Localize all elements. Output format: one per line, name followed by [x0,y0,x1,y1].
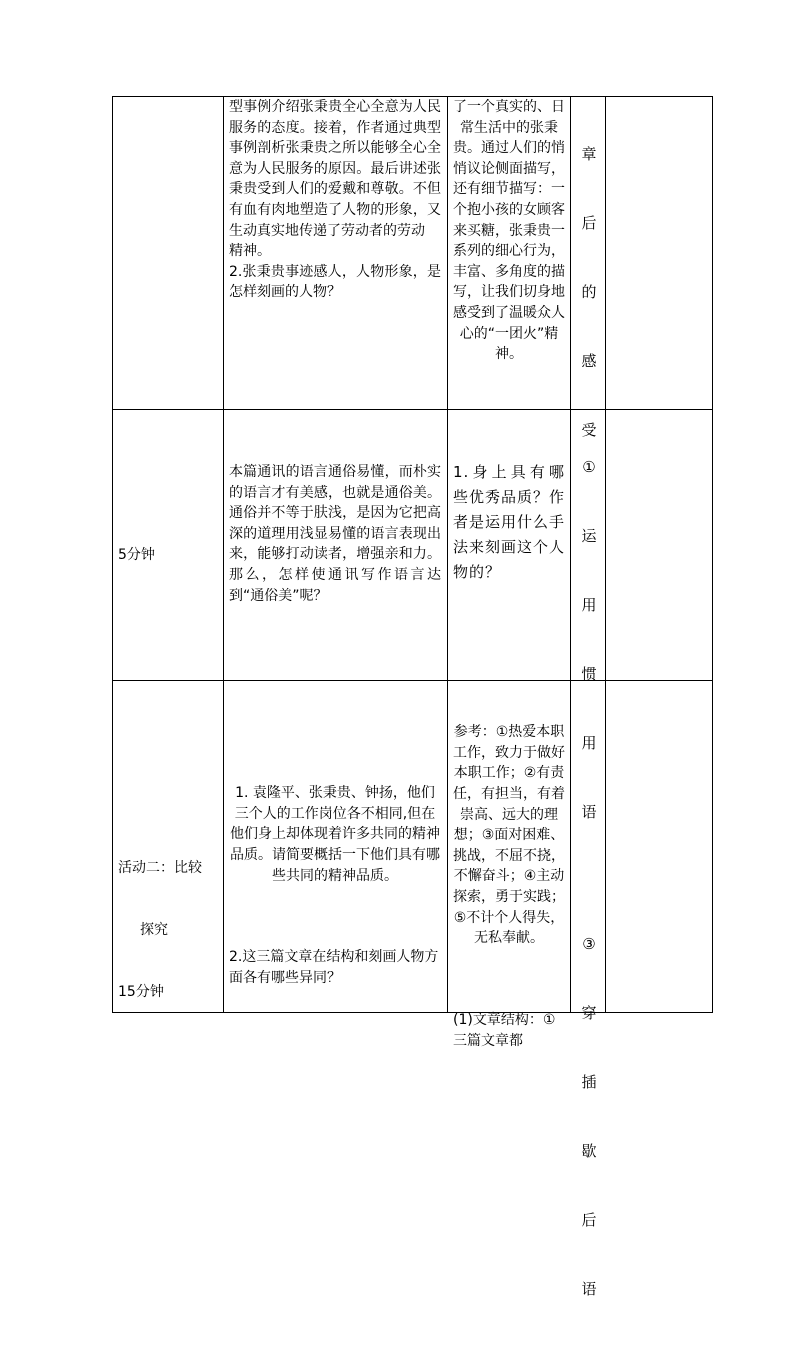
content-cell: 本篇通讯的语言通俗易懂，而朴实的语言才有美感，也就是通俗美。通俗并不等于肤浅，是因为它把高深的道理用浅显易懂的语言表现出来，能够打动读者，增强亲和力。那么，怎样使通讯写作语言达到“通俗美”呢？ [229,464,441,604]
vertical-char: 运 [581,527,597,545]
vertical-spacer [577,870,601,887]
row-divider [112,680,713,681]
vertical-char: 惯 [581,665,597,683]
vertical-char: ① [582,458,596,476]
activity-label: 活动二：比较 [118,860,202,877]
vertical-char: 穿 [581,1004,597,1022]
time-cell: 5分钟 [118,547,155,563]
time-cell [118,817,220,1044]
column-divider [605,96,606,1013]
answer-cell: 1.身上具有哪些优秀品质？作者是运用什么手法来刻画这个人物的？ [453,463,566,581]
activity-label: 探究 [140,921,168,938]
answer-cell [453,681,565,1092]
vertical-text-cell [577,410,601,1347]
vertical-char: 受 [581,421,597,439]
time-label: 15分钟 [118,983,164,1000]
vertical-char: 语 [581,1280,597,1298]
vertical-char: 章 [581,145,597,163]
vertical-char: 用 [581,596,597,614]
question-text: 1. 袁隆平、张秉贵、钟扬，他们三个人的工作岗位各不相同,但在他们身上却体现着许多共同的精神品质。请简要概括一下他们具有哪些共同的精神品质。 [230,785,440,884]
question-text: 2.这三篇文章在结构和刻画人物方面各有哪些异同？ [229,949,439,986]
vertical-char: 后 [581,1211,597,1229]
answer-text: 参考：①热爱本职工作，致力于做好本职工作；②有责任，有担当，有着崇高、远大的理想；③面对困难、挑战，不屈不挠，不懈奋斗；④主动探索，勇于实践；⑤不计个人得失，无私奉献。 [453,724,565,947]
vertical-char: 用 [581,734,597,752]
row-divider [112,409,713,410]
vertical-char: 的 [581,283,597,301]
vertical-char: 后 [581,214,597,232]
vertical-char: 语 [581,803,597,821]
column-divider [112,96,113,1013]
answer-cell: 了一个真实的、日常生活中的张秉贵。通过人们的悄悄议论侧面描写，还有细节描写：一个抱小孩的女顾客来买糖，张秉贵一系列的细心行为，丰富、多角度的描写，让我们切身地感受到了温暖众人心的“一团火”精神。 [453,99,565,363]
content-cell [229,742,441,1030]
vertical-char: 插 [581,1073,597,1091]
content-cell: 型事例介绍张秉贵全心全意为人民服务的态度。接着，作者通过典型事例剖析张秉贵之所以能够全心全意为人民服务的原因。最后讲述张秉贵受到人们的爱戴和尊敬。不但有血有肉地塑造了人物的形象，又生动真实地传递了劳动者的劳动 精神。 2.张秉贵事迹感人，人物形象，是怎样刻画的人物？ [229,99,441,301]
column-divider [712,96,713,1013]
column-divider [223,96,224,1013]
vertical-char: 歇 [581,1142,597,1160]
column-divider [570,96,571,1013]
vertical-char: ③ [582,935,596,953]
vertical-char: 感 [581,352,597,370]
answer-text: (1)文章结构：①三篇文章都 [453,1011,556,1049]
column-divider [447,96,448,1013]
